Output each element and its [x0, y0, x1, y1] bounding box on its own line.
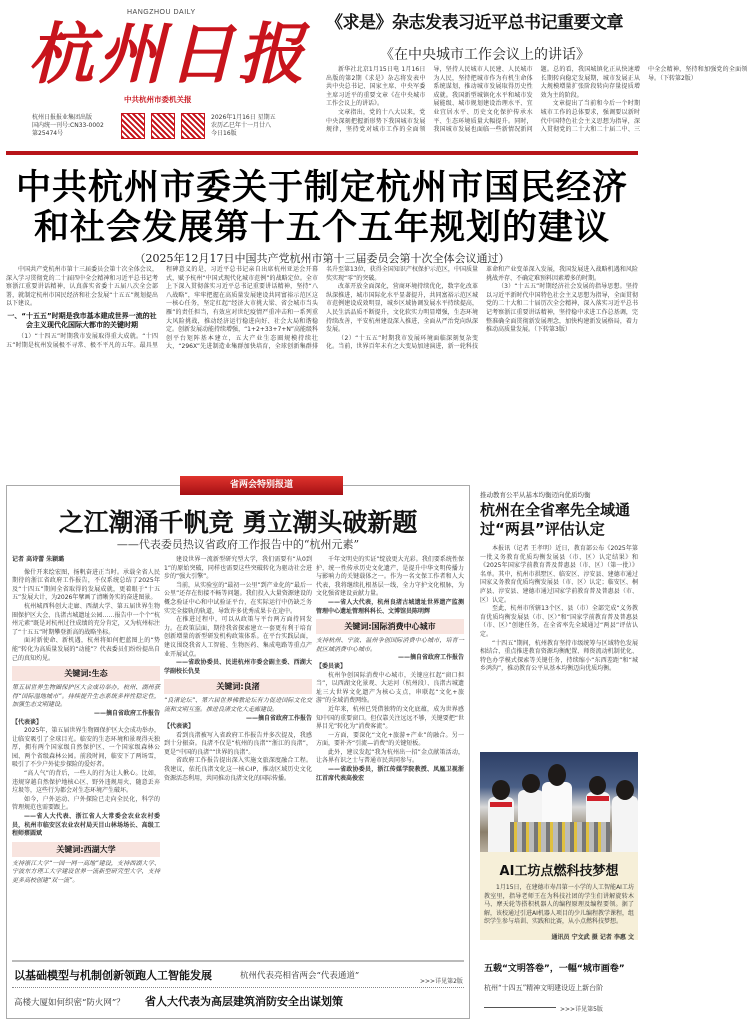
tag-representative: 【代表谈】 — [12, 718, 43, 726]
special-column-3 — [316, 556, 464, 932]
speaker-credit: ——省人大代表，杭州良渚古城遗址世界遗产监测管理中心遗址管理科科长、文博馆员陈明辉 — [316, 598, 464, 615]
lead-subtitle: （2025年12月17日中国共产党杭州市第十三届委员会第十次全体会议通过） — [134, 252, 510, 265]
divider — [484, 1007, 556, 1008]
masthead-organ: 中共杭州市委机关报 — [124, 95, 192, 104]
paragraph: 改革开放全面深化，营商环境持续优化，数字化改革纵深推进，城市国际化水平显著提升，共同富裕示范区城市范例建设成效明显，城乡区域协调发展水平持续提高，人民生活品质不断提升，文化软实力明显增强，生态环境持续改善，平安杭州建设深入推进，全面从严治党向纵深发展。 — [326, 283, 478, 334]
speaker-credit: ——省政协委员、民进杭州市委会副主委、西湖大学副校长仇旻 — [164, 659, 312, 675]
qr-code-icon[interactable] — [181, 113, 205, 139]
qiushi-headline[interactable]: 《求是》杂志发表习近平总书记重要文章 — [326, 13, 623, 33]
masthead-english-name: HANGZHOU DAILY — [127, 9, 196, 16]
civilization-subtitle: 杭州“十四五”精神文明建设迈上新台阶 — [484, 984, 604, 992]
report-quote: 支持杭州、宁波、温州争创国际消费中心城市，培育一批区域消费中心城市。 — [316, 637, 464, 653]
paragraph: 像什开来绘宏图，扬帆奋进正当时。承载全省人民期待的浙江省政府工作报告，不仅系统总结了2025年及“十四五”期间全省取得的发展成就，更着眼于“十五五”发展大计，为2026年擘画了清晰务实的奋进图景。 — [12, 568, 160, 602]
education-kicker: 推动教育公平从基本均衡迈向优质均衡 — [480, 491, 591, 499]
paragraph: 一方面，要深化“文化+旅游+产业”的融合。另一方面，要补齐“引流—消费”的关键短板。 — [316, 731, 464, 748]
publisher-line: 第25474号 — [32, 130, 64, 137]
lead-headline[interactable] — [10, 168, 634, 248]
teaser-ai-subtitle: 杭州代表亮相省两会“代表通道” — [240, 971, 360, 981]
photo-credit: 通讯员 宁文武 摄 记者 李惠 文 — [551, 934, 634, 941]
quote-source: ——摘自省政府工作报告 — [245, 714, 312, 722]
speaker-credit: ——省政协委员，浙江传媒学院教授、凤凰卫视浙江首席代表高俊宏 — [316, 766, 464, 782]
education-headline[interactable]: 杭州在全省率先全域通过“两县”评估认定 — [480, 501, 631, 538]
dotted-divider — [12, 987, 464, 988]
publisher-line: 国内统一刊号:CN33-0002 — [32, 122, 104, 129]
headline-line: 和社会发展第十五个五年规划的建议 — [33, 208, 610, 248]
special-column-2 — [164, 556, 312, 932]
paragraph: 新华社北京1月15日电 1月16日出版的第2期《求是》杂志将发表中共中央总书记、国家主席、中央军委主席习近平的重要文章《在中央城市工作会议上的讲话》。 — [326, 66, 426, 108]
publisher-line: 杭州日报报业集团出版 — [32, 114, 93, 121]
qr-code-icon[interactable] — [121, 113, 145, 139]
headline-line: 中共杭州市委关于制定杭州市国民经济 — [15, 168, 628, 208]
teacher-head — [548, 764, 566, 786]
student-figure — [612, 796, 638, 852]
red-scarf — [490, 802, 512, 807]
robot-model — [510, 822, 610, 852]
paragraph: （1）“十四五”时期我市发展取得重大成就。“十四五”时期是杭州发展极不寻常、极不平凡的五年。最具里程碑意义的是，习近平总书记亲自出席杭州亚运会开幕式，赋予杭州“中国式现代化城市范例”的战略定位。全市上下深入贯彻落实习近平总书记重要讲话精神，坚持“八八战略”，牢牢把握在高质量发展建设共同富裕示范区这一核心任务，坚定扛起“经济大市挑大梁、省会城市当头雁”的责任担当，有效应对世纪疫情严重冲击和一系列重大风险挑战，推动经济运行稳进向好、社会大局和谐稳定。创新发展动能持续增强，“1+2+33+7+N”高能级科创平台矩阵基本建立，五大产业生态圈规模持续壮大，“296X”先进制造业集群加快培育，全球创新集群排名升至第13位，获得全国知识产权保护示范区，中国质量奖实现“零”的突破。 — [6, 266, 478, 351]
divider — [12, 960, 464, 962]
keyword-liangzhu: 关键词:良渚 — [164, 679, 312, 694]
red-scarf — [587, 796, 609, 801]
byline: 记者 高诗蕾 朱颖璐 — [12, 556, 65, 563]
section-heading: 一、“十五五”时期是我市基本建成世界一流的社会主义现代化国际大都市的关键时期 — [7, 311, 157, 329]
civilization-headline[interactable]: 五载“文明答卷”，一幅“城市画卷” — [484, 964, 625, 974]
paragraph: （2）“十五五”时期我市发展环境面临深刻复杂变化。当前，世界百年未有之大变局加速演进，新一轮科技革命和产业变革深入发展，我国发展进入战略机遇和风险挑战并存、不确定难预料因素增多的时期。 — [326, 266, 638, 351]
paragraph: 省政府工作报告提出深入实施文旅深度融合工程。我建议，依托良渚文化这一核心IP，推动区域历史文化资源活态利用，共同推动良渚文化的国际传播。 — [164, 757, 312, 782]
paragraph: （3）“十五五”时期经济社会发展的指导思想。坚持以习近平新时代中国特色社会主义思想为指导，全面贯彻党的二十大和二十届历次全会精神，深入落实习近平总书记考察浙江重要讲话精神，坚持稳中求进工作总基调，完整准确全面贯彻新发展理念，加快构建新发展格局，着力推动高质量发展。（下转第3版） — [486, 283, 638, 334]
keyword-westlake-university: 关键词:西湖大学 — [12, 842, 160, 857]
special-column-1 — [12, 556, 160, 932]
report-quote: 第五届世界生物圈保护区大会成功举办，杭州、湖州获得“国际湿地城市”。持续提升生态系统多样性稳定性，加强生态文明建设。 — [12, 684, 160, 709]
lunar-date: 农历乙巳年十一月廿八 — [211, 122, 272, 129]
education-article-body — [480, 545, 638, 737]
student-head — [492, 780, 510, 800]
paragraph: 千年文明史的实证”绽放更大光彩。我们要系统性保护、统一性传承历史文化遗产，是提升中华文明传播力与影响力的关键载体之一。作为一名文保工作者和人大代表，我将继续扎根基层一线，全力守护文化根脉，为文化强省建设贡献力量。 — [316, 556, 464, 598]
tag-member: 【委员谈】 — [316, 662, 347, 670]
paragraph: 在推进过程中，可以从政策与平台两方面持同发力。在政策层面，期待我省探索建立一套更有利于培育创新增量的新型研发机构政策体系。在平台实践层面，建议围绕我省人工智能、生物医药、集成电路等重点产业开展试点。 — [164, 616, 312, 658]
paragraph: 至此，杭州市所辖13个区、县（市）全部完成“义务教育优质均衡发展县（市、区）”和“国家学前教育普及普惠县（市、区）”创建任务，在全省率先全域通过“两县”评估认定。 — [480, 605, 638, 638]
speaker-credit: ——省人大代表、浙江省人大常委会农业农村委员，杭州市临安区农业农村局天目山林场场长、高级工程师蔡圆斌 — [12, 813, 160, 838]
report-quote: 支持浙江大学“一园一网一高地”建设，支持西湖大学、宁波东方理工大学建设世界一流新型研究型大学，支持更多高校创建“双一流”。 — [12, 859, 160, 884]
paragraph: 文章指出，党的十八大以来，党中央深刻把握新形势下我国城市发展规律，坚持党对城市工作的全面领导，坚持人民城市人民建、人民城市为人民，坚持把城市作为有机生命体系统谋划，推动城市发展取得历史性成就。我国新型城镇化水平和城市发展能级、城市规划建设治理水平、宜业宜居水平、历史文化保护传承水平、生态环境质量大幅提升。同时，我国城市发展也面临一些新情况新问题。总的看，我国城镇化正从快速增长期转向稳定发展期，城市发展正从大规模增量扩张阶段转向存量提质增效为主的阶段。 — [326, 66, 640, 134]
teaser-ai-headline[interactable]: 以基础模型与机制创新领跑人工智能发展 — [14, 969, 212, 982]
keyword-consumption-city: 关键词:国际消费中心城市 — [316, 619, 464, 634]
page-count: 今日16版 — [211, 130, 237, 137]
paragraph: 面对新使命、新机遇，杭州将如何把蓝图上的“势能”转化为高质量发展的“动能”？代表委员们纷纷提出自己的真知灼见。 — [12, 637, 160, 662]
special-subtitle: ——代表委员热议省政府工作报告中的“杭州元素” — [116, 538, 360, 551]
date-line: 2026年1月16日 星期五 — [211, 114, 276, 121]
photo-title: AI工坊点燃科技梦想 — [499, 864, 619, 879]
paragraph: “高人气”的背后，一些人的行为让人揪心。比如，违规穿越自然保护地核心区、野外违规用火、随意丢弃垃圾等，这些行为都会对生态环境产生破坏。 — [12, 770, 160, 795]
student-head — [589, 776, 606, 795]
qiushi-subtitle: 《在中央城市工作会议上的讲话》 — [380, 47, 590, 63]
quote-source: ——摘自省政府工作报告 — [93, 709, 160, 717]
paragraph: “十四五”期间，杭州教育坚持市级统筹与区域特色发展相结合，重点推进教育资源均衡配置、师资流动机制优化、特色办学模式探索等关键任务，持续缩小“东西差距”和“城乡鸿沟”，推动教育公平从基本均衡迈向优质均衡。 — [480, 639, 638, 673]
student-head — [522, 774, 540, 793]
photo-caption-box — [480, 852, 638, 940]
special-headline[interactable]: 之江潮涌千帆竞 勇立潮头破新题 — [58, 508, 418, 537]
quote-source: ——摘自省政府工作报告 — [397, 654, 464, 662]
photo-caption: 1月15日，在建德市寿昌第一小学的人工智能AI工坊教室里，指导老师王在为科技社团的学生们讲解旋转木马、摩天轮等搭积机器人的编程原理及编程要领。据了解，该校通过引进AI机器人项目的少儿编程教学课程，组织学生参与培训、实践和比赛，从小点燃科技梦想。 — [484, 884, 634, 926]
paragraph: 如今，户外运动、户外探险已走向全民化，科学的管理规范也需要跟上。 — [12, 795, 160, 812]
lead-article-body — [6, 266, 638, 466]
paragraph: 中国共产党杭州市第十三届委员会第十次全体会议，深入学习贯彻党的二十届四中全会精神和习近平总书记考察浙江重要讲话精神，认真落实省委十五届八次全会部署，就制定杭州市国民经济和社会发展“十五五”规划提出以下建议。 — [6, 266, 158, 308]
student-head — [616, 780, 634, 800]
masthead-logo: 杭州日报 — [28, 15, 308, 93]
issue-date — [211, 114, 276, 138]
see-page-2-link[interactable]: >>>详见第2版 — [420, 978, 463, 985]
keyword-ecology: 关键词:生态 — [12, 666, 160, 681]
report-quote: “良渚论坛”、第六届世界佛教论坛有力促进国际文化交流和文明互鉴。推进良渚文化大走廊建设。 — [164, 697, 312, 713]
qr-code-icon[interactable] — [151, 113, 175, 139]
paragraph: 当前，从实验室的“最初一公里”到产业化的“最后一公里”还存在衔接不畅等问题。我们投入大量资源建设的概念验证中心和中试验证平台，在实际运行中仍缺乏务实完全接轨的轨道，导致许多优秀成果卡在途中。 — [164, 581, 312, 615]
publisher-info — [32, 114, 104, 138]
paragraph: 看到良渚被写入省政府工作报告并多次提及，我感到十分振奋。良渚不仅是“杭州的良渚”“浙江的良渚”，更是“中国的良渚”“世界的良渚”。 — [164, 731, 312, 756]
teaser-fire-lead: 高楼大厦如何织密“防火网”？ — [14, 998, 125, 1008]
ai-workshop-photo[interactable] — [480, 752, 638, 852]
paragraph: 近年来，杭州已凭借独特的文化底蕴，成为世界感知中国的重要窗口。但仅靠关注远远不够，关键要把“世界目光”转化为“消费客流”。 — [316, 705, 464, 731]
special-report-banner: 省两会特别报道 — [180, 476, 343, 495]
paragraph: 2025年，第五届世界生物圈保护区大会成功举办，让临安吸引了全球目光。临安的生态环境和景观得天独厚，拥有两个国家级自然保护区、一个国家级森林公园、两个省级森林公园。前段时间，临安下了两场雪，吸引了不少户外徒步探险的爱好者。 — [12, 727, 160, 769]
qiushi-article-body — [326, 66, 747, 142]
see-page-5-link[interactable]: >>>详见第5版 — [560, 1006, 603, 1013]
paragraph: 文章提出了当前和今后一个时期城市工作的总体要求，强调要以新时代中国特色社会主义思想为指导，深入贯彻党的二十大和二十届二中、三中全会精神，坚持和加强党的全面领导。（下转第2版） — [540, 66, 747, 134]
masthead-divider — [6, 151, 638, 155]
paragraph: 此外，建议发起“我为杭州出一招”金点献策活动，让各界有识之士与普通市民共同参与。 — [316, 748, 464, 765]
paragraph: 杭州争创国际消费中心城市，关键应扛起“窗口担当”，以西湖文化景观、大运河（杭州段）、良渚古城遗址三大世界文化遗产为核心支点，串联起“文化+旅游”的全域消费网络。 — [316, 671, 464, 705]
paragraph: 本报讯（记者 王孝明）近日，教育部公布《2025年第一批义务教育优质均衡发展县（市、区）认定结果》和《2025年国家学前教育普及普惠县（市、区）（第一批）》名单。其中，杭州市拱墅区、临安区、淳安县、建德市通过国家义务教育优质均衡发展县（市、区）认定；临安区、桐庐县、淳安县、建德市通过国家学前教育普及普惠县（市、区）认定。 — [480, 545, 638, 604]
paragraph: 杭州城西科创大走廊、西湖大学、第五届世界生物圈保护区大会、良渚古城遗址公园……报告中一个个“杭州元素”既是对杭州过往成绩的充分肯定，又为杭州标注了“十五五”时期攀登新高的战略坐标。 — [12, 602, 160, 636]
teaser-fire-headline[interactable]: 省人大代表为高层建筑消防安全出谋划策 — [145, 995, 343, 1008]
paragraph: 建设世界一流新型研究型大学，我们需要有“从0到1”的原始突破，同样也需要这些突破转化为驱动社会进步的“强大引擎”。 — [164, 556, 312, 581]
tag-representative: 【代表谈】 — [164, 723, 195, 731]
